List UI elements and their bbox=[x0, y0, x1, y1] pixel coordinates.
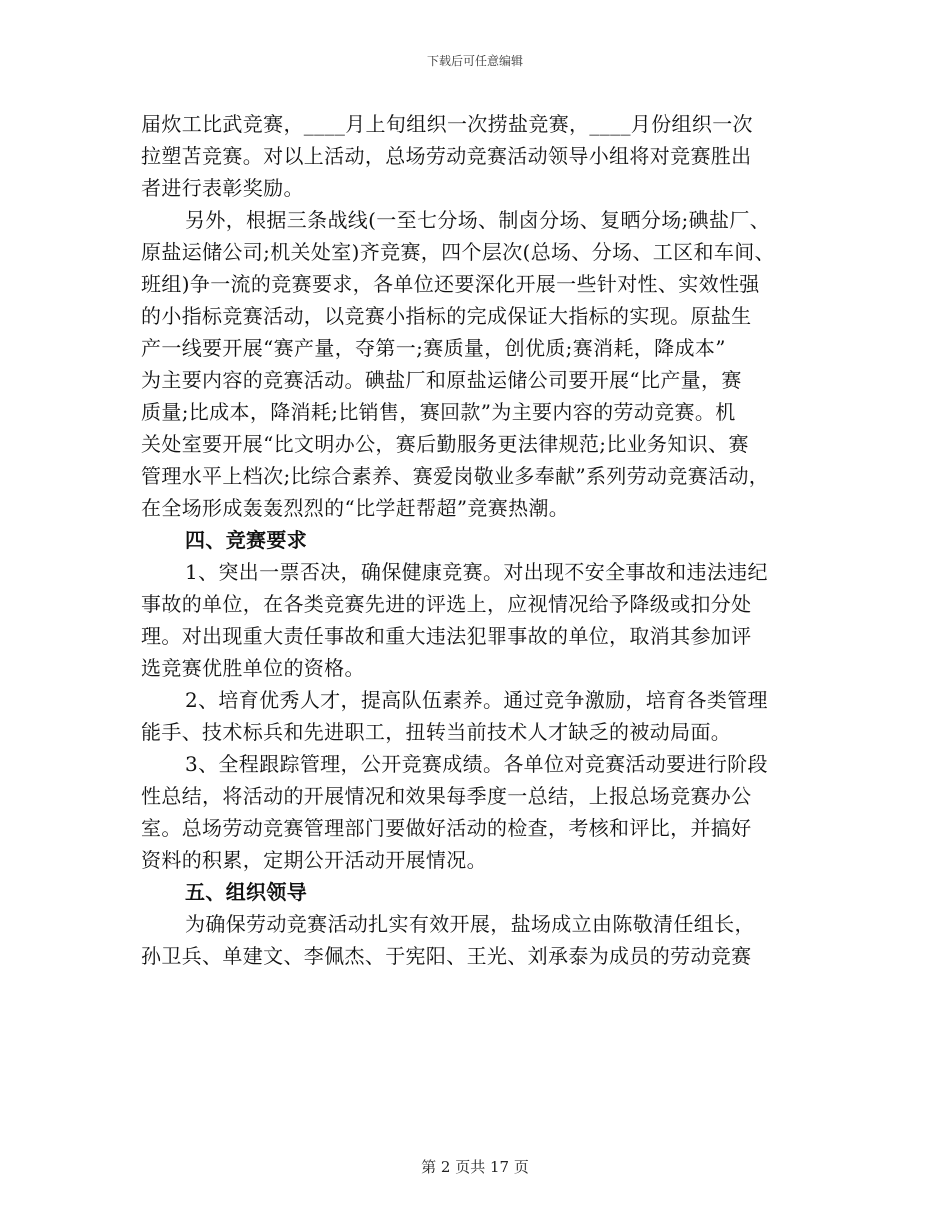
body-line: 拉塑苫竞赛。对以上活动，总场劳动竞赛活动领导小组将对竞赛胜出 bbox=[141, 144, 752, 168]
paragraph-start: 3、全程跟踪管理，公开竞赛成绩。各单位对竞赛活动要进行阶段 bbox=[185, 752, 768, 776]
paragraph-start: 1、突出一票否决，确保健康竞赛。对出现不安全事故和违法违纪 bbox=[185, 560, 768, 584]
body-line: 的小指标竞赛活动，以竞赛小指标的完成保证大指标的实现。原盐生 bbox=[141, 304, 752, 328]
body-line: 性总结，将活动的开展情况和效果每季度一总结，上报总场竞赛办公 bbox=[141, 784, 752, 808]
body-line: 在全场形成轰轰烈烈的“比学赶帮超”竞赛热潮。 bbox=[141, 496, 570, 520]
body-line: 原盐运储公司;机关处室)齐竞赛，四个层次(总场、分场、工区和车间、 bbox=[141, 240, 775, 264]
document-body bbox=[141, 108, 813, 972]
body-line: 事故的单位，在各类竞赛先进的评选上，应视情况给予降级或扣分处 bbox=[141, 592, 752, 616]
body-line: 班组)争一流的竞赛要求，各单位还要深化开展一些针对性、实效性强 bbox=[141, 272, 760, 296]
page-header: 下载后可任意编辑 bbox=[426, 54, 523, 68]
body-line: 资料的积累，定期公开活动开展情况。 bbox=[141, 848, 487, 872]
section-heading-requirements: 四、竞赛要求 bbox=[185, 528, 308, 552]
body-line: 能手、技术标兵和先进职工，扭转当前技术人才缺乏的被动局面。 bbox=[141, 720, 732, 744]
body-line: 室。总场劳动竞赛管理部门要做好活动的检查，考核和评比，并搞好 bbox=[141, 816, 752, 840]
body-line: 孙卫兵、单建文、李佩杰、于宪阳、王光、刘承泰为成员的劳动竞赛 bbox=[141, 944, 752, 968]
body-line: 届炊工比武竞赛，____月上旬组织一次捞盐竞赛，____月份组织一次 bbox=[141, 112, 753, 136]
page-number: 第 2 页共 17 页 bbox=[421, 1158, 529, 1176]
body-line: 管理水平上档次;比综合素养、赛爱岗敬业多奉献”系列劳动竞赛活动， bbox=[141, 464, 770, 488]
paragraph-start: 另外，根据三条战线(一至七分场、制卤分场、复晒分场;碘盐厂、 bbox=[185, 208, 771, 232]
body-line: 选竞赛优胜单位的资格。 bbox=[141, 656, 365, 680]
paragraph-start: 2、培育优秀人才，提高队伍素养。通过竞争激励，培育各类管理 bbox=[185, 688, 768, 712]
section-heading-organization: 五、组织领导 bbox=[185, 880, 308, 904]
body-line: 产一线要开展“赛产量，夺第一;赛质量，创优质;赛消耗，降成本” bbox=[141, 336, 726, 360]
paragraph-start: 为确保劳动竞赛活动扎实有效开展，盐场成立由陈敬清任组长， bbox=[185, 912, 755, 936]
body-line: 关处室要开展“比文明办公，赛后勤服务更法律规范;比业务知识、赛 bbox=[141, 432, 749, 456]
body-line: 理。对出现重大责任事故和重大违法犯罪事故的单位，取消其参加评 bbox=[141, 624, 752, 648]
body-line: 者进行表彰奖励。 bbox=[141, 176, 304, 200]
body-line: 质量;比成本，降消耗;比销售，赛回款”为主要内容的劳动竞赛。机 bbox=[141, 400, 736, 424]
body-line: 为主要内容的竞赛活动。碘盐厂和原盐运储公司要开展“比产量，赛 bbox=[141, 368, 742, 392]
